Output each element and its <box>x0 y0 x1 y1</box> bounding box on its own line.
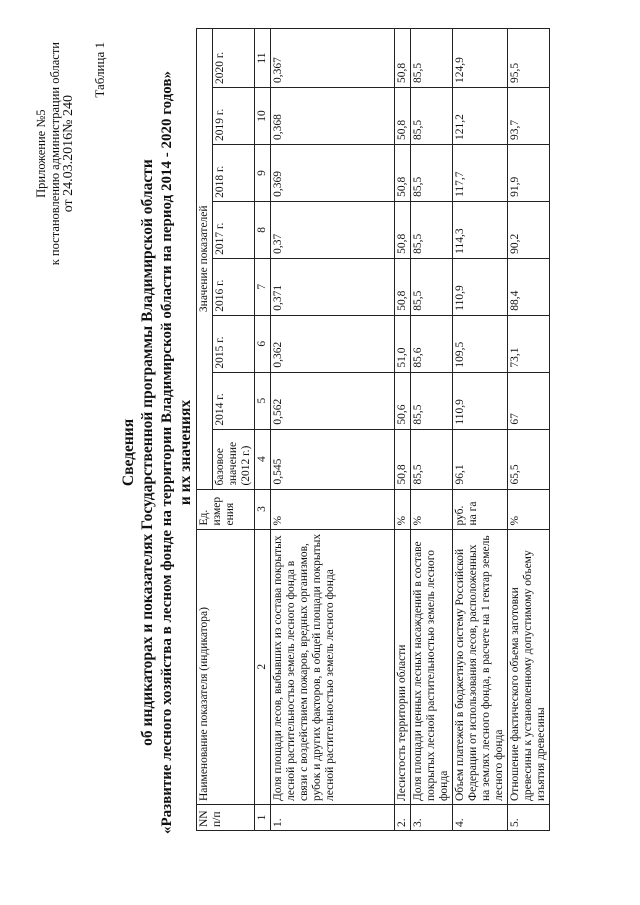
indicator-value: 50,8 <box>395 144 411 201</box>
row-number: 1. <box>271 805 395 831</box>
header-year: 2014 г. <box>213 372 255 429</box>
resolution-date: от 24.03.2016№ 240 <box>61 95 76 213</box>
column-number: 6 <box>255 315 271 372</box>
indicator-value: 95,5 <box>508 29 550 88</box>
indicator-value: 85,5 <box>411 144 453 201</box>
indicator-value: 110,9 <box>453 258 508 315</box>
table-row <box>453 29 508 831</box>
indicator-unit: руб. на га <box>453 489 508 529</box>
column-number: 11 <box>255 29 271 88</box>
resolution-label: к постановлению администрации области <box>48 42 62 266</box>
row-number: 5. <box>508 805 550 831</box>
indicator-unit: % <box>395 489 411 529</box>
column-number: 1 <box>255 805 271 831</box>
indicator-value: 88,4 <box>508 258 550 315</box>
indicator-value: 73,1 <box>508 315 550 372</box>
indicator-value: 93,7 <box>508 88 550 145</box>
indicator-value: 85,5 <box>411 429 453 489</box>
indicator-value: 0,362 <box>271 315 395 372</box>
indicator-value: 65,5 <box>508 429 550 489</box>
indicator-value: 0,368 <box>271 88 395 145</box>
indicator-value: 85,5 <box>411 29 453 88</box>
indicator-value: 50,8 <box>395 429 411 489</box>
table-row <box>411 29 453 831</box>
header-unit: Ед. измер ения <box>197 489 255 529</box>
indicators-table <box>196 28 550 831</box>
indicator-value: 96,1 <box>453 429 508 489</box>
header-values: Значение показателей <box>197 29 213 490</box>
header-year: 2020 г. <box>213 29 255 88</box>
column-number: 5 <box>255 372 271 429</box>
appendix-header <box>34 42 76 265</box>
header-year: 2019 г. <box>213 88 255 145</box>
indicator-name: Доля площади лесов, выбывших из состава покрытых лесной растительностью земель лесного фонда в связи с воздействием пожаров, вредных организмов, рубок и других факторов, в общей площади покрытых лесной растительностью земель лесного фонда <box>271 529 395 804</box>
column-number: 4 <box>255 429 271 489</box>
indicator-value: 91,9 <box>508 144 550 201</box>
row-number: 2. <box>395 805 411 831</box>
row-number: 3. <box>411 805 453 831</box>
indicator-value: 85,5 <box>411 201 453 258</box>
indicator-value: 0,369 <box>271 144 395 201</box>
indicator-unit: % <box>411 489 453 529</box>
indicator-value: 0,367 <box>271 29 395 88</box>
indicator-value: 50,6 <box>395 372 411 429</box>
column-number: 8 <box>255 201 271 258</box>
doc-title-line-4: и их значениях <box>177 399 194 506</box>
indicator-value: 0,562 <box>271 372 395 429</box>
indicator-value: 121,2 <box>453 88 508 145</box>
indicator-value: 67 <box>508 372 550 429</box>
indicator-value: 0,371 <box>271 258 395 315</box>
indicator-value: 114,3 <box>453 201 508 258</box>
indicator-value: 109,5 <box>453 315 508 372</box>
indicator-value: 85,5 <box>411 88 453 145</box>
header-nn: NN п/п <box>197 805 255 831</box>
indicator-name: Отношение фактического объема заготовки древесины к установленному допустимому объему изъятия древесины <box>508 529 550 804</box>
column-number: 9 <box>255 144 271 201</box>
indicator-value: 110,9 <box>453 372 508 429</box>
header-year: 2018 г. <box>213 144 255 201</box>
indicator-unit: % <box>271 489 395 529</box>
indicator-name: Лесистость территории области <box>395 529 411 804</box>
indicator-value: 117,7 <box>453 144 508 201</box>
indicator-value: 124,9 <box>453 29 508 88</box>
column-number: 7 <box>255 258 271 315</box>
indicator-value: 0,545 <box>271 429 395 489</box>
column-number: 2 <box>255 529 271 804</box>
indicator-value: 50,8 <box>395 29 411 88</box>
column-number: 10 <box>255 88 271 145</box>
doc-title-line-3: «Развитие лесного хозяйства в лесном фонде на территории Владимирской области на период 2014 - 2020 годов» <box>159 70 175 835</box>
appendix-label: Приложение №5 <box>34 109 48 198</box>
indicator-value: 90,2 <box>508 201 550 258</box>
table-row <box>508 29 550 831</box>
header-year: 2016 г. <box>213 258 255 315</box>
indicator-value: 85,5 <box>411 258 453 315</box>
doc-title-line-2: об индикаторах и показателях Государственной программы Владимирской области <box>139 159 156 746</box>
doc-title-line-1: Сведения <box>120 418 137 487</box>
header-year: базовое значение (2012 г.) <box>213 429 255 489</box>
header-name: Наименование показателя (индикатора) <box>197 529 255 804</box>
indicator-value: 51,0 <box>395 315 411 372</box>
indicator-value: 50,8 <box>395 88 411 145</box>
column-number: 3 <box>255 489 271 529</box>
table-number: Таблица 1 <box>92 42 107 98</box>
indicator-name: Доля площади ценных лесных насаждений в составе покрытых лесной растительностью земель лесного фонда <box>411 529 453 804</box>
table-row <box>271 29 395 831</box>
table-row <box>395 29 411 831</box>
indicator-value: 50,8 <box>395 258 411 315</box>
header-year: 2017 г. <box>213 201 255 258</box>
indicator-value: 0,37 <box>271 201 395 258</box>
indicator-name: Объем платежей в бюджетную систему Российской Федерации от использования лесов, расположенных на землях лесного фонда, в расчете на 1 гектар земель лесного фонда <box>453 529 508 804</box>
header-year: 2015 г. <box>213 315 255 372</box>
indicator-value: 85,5 <box>411 372 453 429</box>
row-number: 4. <box>453 805 508 831</box>
indicator-unit: % <box>508 489 550 529</box>
indicator-value: 50,8 <box>395 201 411 258</box>
indicator-value: 85,6 <box>411 315 453 372</box>
